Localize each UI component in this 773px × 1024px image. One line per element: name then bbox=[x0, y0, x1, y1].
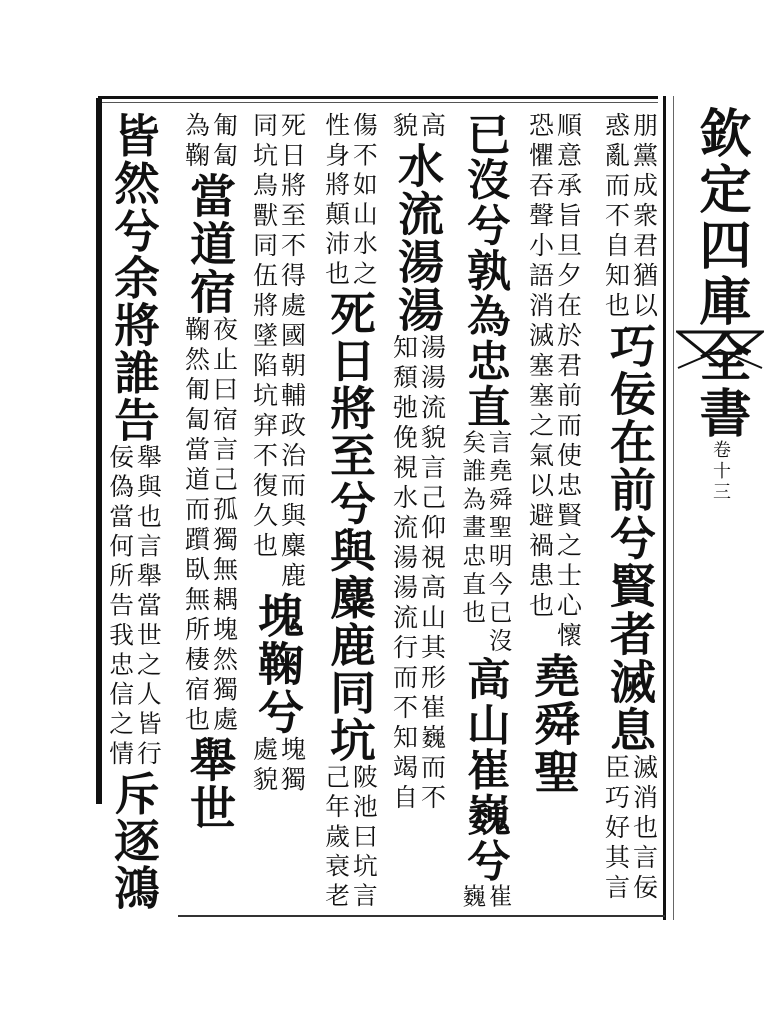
commentary-block bbox=[249, 736, 307, 796]
text-column-8 bbox=[106, 112, 161, 912]
commentary-line: 為鞠 bbox=[181, 112, 211, 172]
commentary-block bbox=[461, 430, 511, 657]
main-text: 巧佞在前兮賢者滅息 bbox=[603, 322, 657, 754]
commentary-block bbox=[601, 112, 659, 322]
commentary-line: 鞠然匍匐當道而躓臥無所棲宿也 bbox=[181, 316, 211, 736]
commentary-line: 言堯舜聖明今已沒 bbox=[485, 429, 513, 657]
main-text: 堯舜聖 bbox=[527, 652, 581, 796]
frame-right-border bbox=[663, 96, 666, 920]
commentary-line: 湯湯流貌言己仰視高山其形崔巍而不 bbox=[417, 334, 447, 814]
frame-left-border bbox=[96, 98, 102, 804]
volume-label: 卷十三 bbox=[710, 440, 731, 503]
commentary-line: 知頹弛俛視水流湯湯流行而不知竭自 bbox=[389, 334, 419, 814]
commentary-block bbox=[105, 443, 163, 770]
fish-tail-ornament-icon bbox=[676, 330, 764, 370]
commentary-line: 崔 bbox=[485, 883, 513, 912]
commentary-line: 滅消也言佞 bbox=[629, 754, 659, 904]
commentary-block bbox=[181, 316, 239, 736]
commentary-block bbox=[601, 754, 659, 904]
main-text: 斥逐鴻 bbox=[107, 769, 161, 912]
commentary-block bbox=[389, 112, 447, 142]
commentary-line: 高 bbox=[417, 112, 447, 142]
main-text: 死日將至兮與麋鹿同坑 bbox=[323, 289, 377, 764]
frame-bottom-border bbox=[178, 915, 665, 917]
commentary-line: 己年歲衰老 bbox=[321, 763, 351, 912]
main-text: 塊鞠兮 bbox=[251, 592, 305, 736]
text-column-5 bbox=[322, 112, 377, 912]
commentary-block bbox=[249, 112, 307, 592]
commentary-block bbox=[525, 112, 583, 652]
main-text: 水流湯湯 bbox=[391, 142, 445, 334]
main-text: 當道宿 bbox=[183, 172, 237, 316]
text-column-6 bbox=[250, 112, 306, 796]
commentary-line: 同坑鳥獸同伍將墜陷坑穽不復久也 bbox=[249, 112, 279, 562]
commentary-line: 佞偽當何所告我忠信之情 bbox=[105, 443, 135, 770]
text-column-1 bbox=[602, 112, 658, 904]
commentary-line: 恐懼吞聲小語消滅塞塞之氣以避禍患也 bbox=[525, 112, 555, 622]
text-column-4 bbox=[390, 112, 446, 814]
frame-top-inner-border bbox=[98, 102, 658, 103]
commentary-block bbox=[389, 334, 447, 814]
commentary-line: 死日將至不得處國朝輔政治而與麋鹿 bbox=[277, 112, 307, 592]
text-column-2 bbox=[526, 112, 582, 796]
frame-top-border bbox=[98, 96, 658, 99]
commentary-line: 舉與也言舉當世之人皆行 bbox=[133, 443, 163, 770]
main-text: 已沒兮孰為忠直 bbox=[460, 112, 512, 430]
commentary-line: 塊獨 bbox=[277, 736, 307, 796]
commentary-block bbox=[321, 112, 379, 290]
commentary-block bbox=[181, 112, 239, 172]
commentary-line: 臣巧好其言 bbox=[601, 754, 631, 904]
commentary-line: 順意承旨旦夕在於君前而使忠賢之士心懷 bbox=[553, 112, 583, 652]
text-column-3 bbox=[460, 112, 513, 912]
commentary-line: 陂池曰坑言 bbox=[349, 763, 379, 912]
book-title: 欽定四庫全書 bbox=[690, 106, 751, 442]
page-spine bbox=[674, 98, 766, 918]
main-text: 高山崔巍兮 bbox=[460, 656, 512, 884]
main-text: 舉世 bbox=[183, 736, 237, 832]
commentary-line: 夜止曰宿言己孤獨無耦塊然獨處 bbox=[209, 316, 239, 736]
commentary-block bbox=[321, 763, 379, 912]
commentary-line: 惑亂而不自知也 bbox=[601, 112, 631, 322]
commentary-line: 性身將顛沛也 bbox=[321, 112, 351, 290]
commentary-line: 處貌 bbox=[249, 736, 279, 796]
main-text: 皆然兮余將誰告 bbox=[107, 112, 161, 444]
commentary-line: 匍匐 bbox=[209, 112, 239, 172]
commentary-block bbox=[461, 884, 511, 912]
commentary-line: 巍 bbox=[459, 883, 487, 912]
commentary-line: 矣誰為畫忠直也 bbox=[459, 429, 487, 629]
commentary-line: 傷不如山水之 bbox=[349, 112, 379, 290]
commentary-line: 貌 bbox=[389, 112, 419, 142]
commentary-line: 朋黨成衆君猶以 bbox=[629, 112, 659, 322]
text-column-7 bbox=[182, 112, 238, 832]
